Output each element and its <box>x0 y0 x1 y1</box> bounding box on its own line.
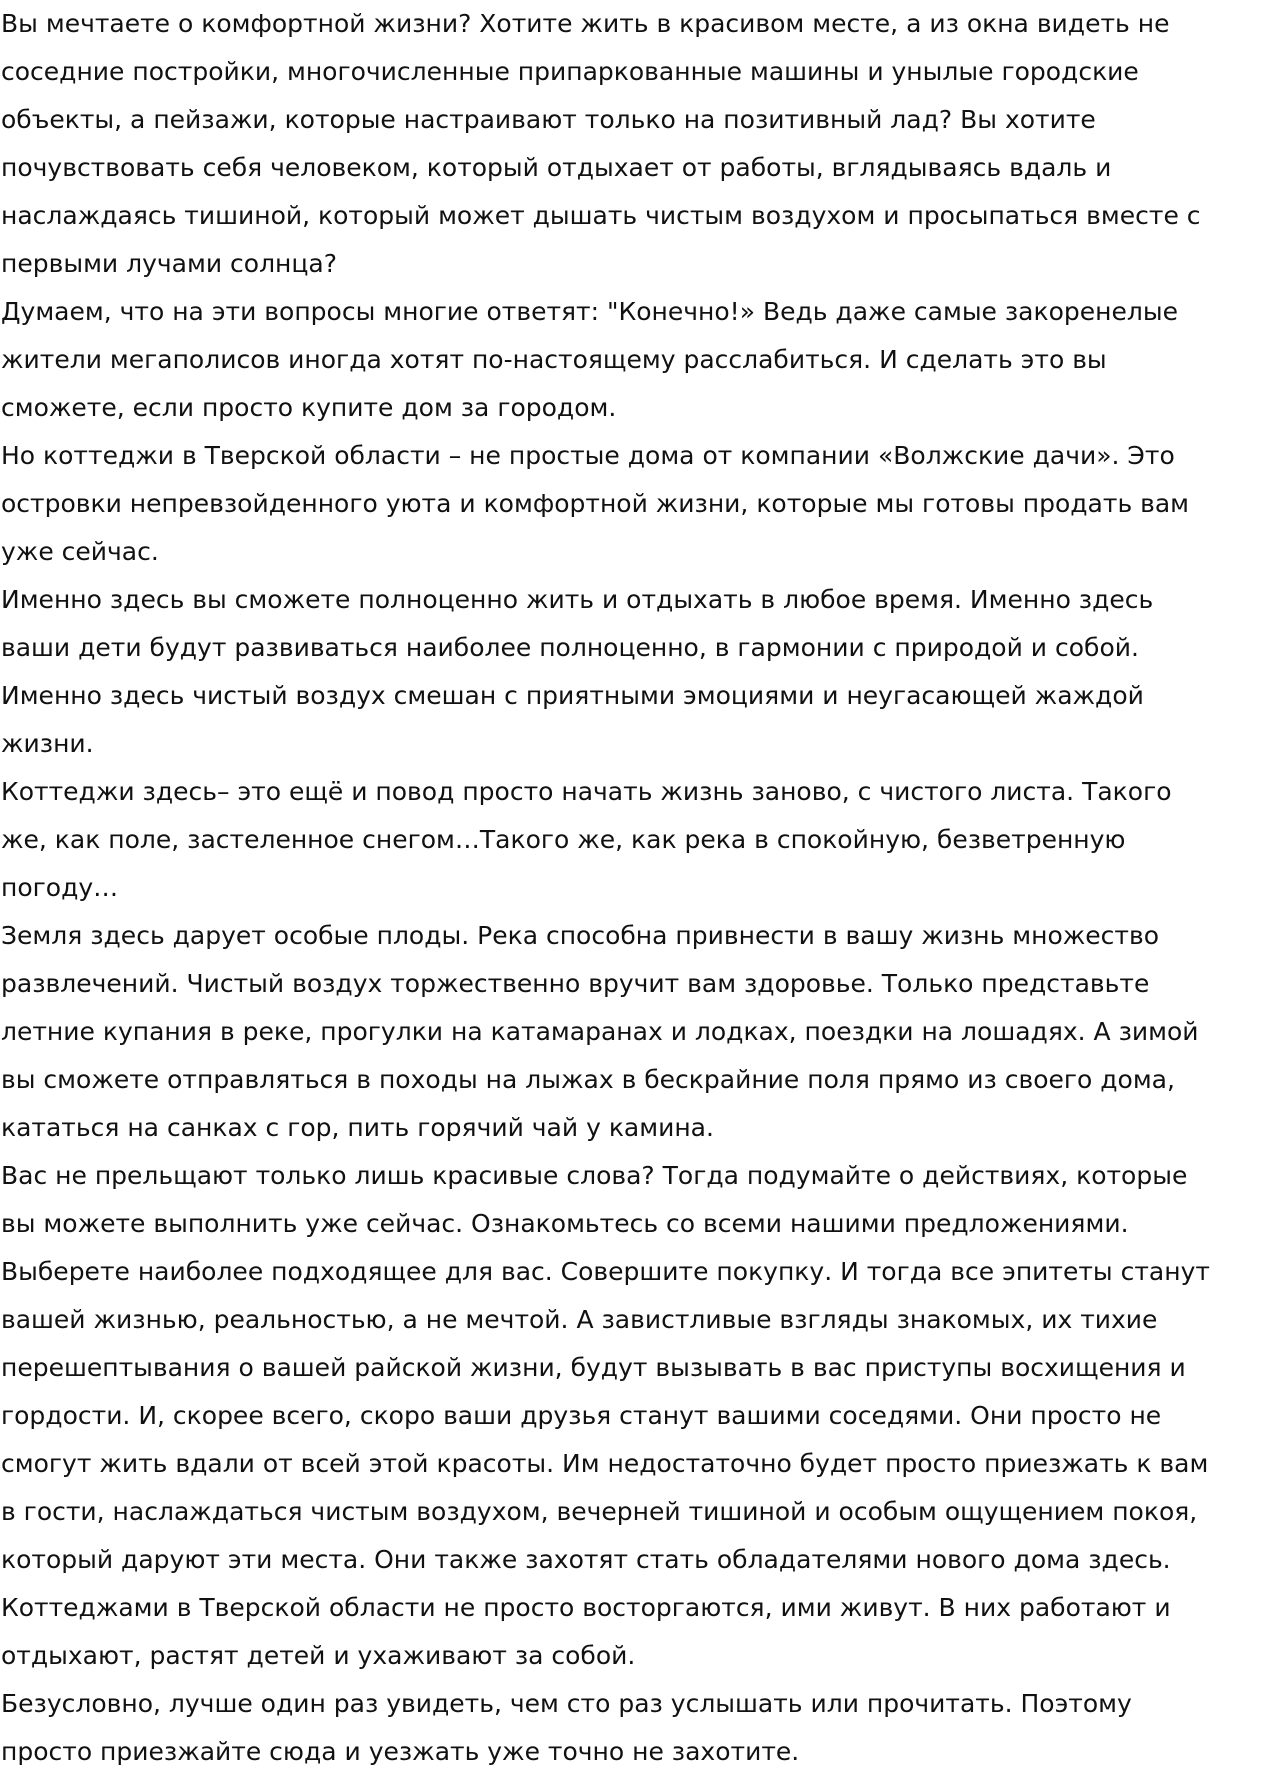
paragraph-2: Думаем, что на эти вопросы многие ответят: "Конечно!» Ведь даже самые закоренелые жители мегаполисов иногда хотят по-настоящему расслабиться. И сделать это вы сможете, если просто купите дом за городом. <box>1 297 1178 422</box>
paragraph-7: Вас не прельщают только лишь красивые слова? Тогда подумайте о действиях, которые вы можете выполнить уже сейчас. Ознакомьтесь со всеми нашими предложениями. Выберете наиболее подходящее для вас. Совершите покупку. И тогда все эпитеты станут вашей жизнью, реальностью, а не мечтой. А завистливые взгляды знакомых, их тихие перешептывания о вашей райской жизни, будут вызывать в вас приступы восхищения и гордости. И, скорее всего, скоро ваши друзья станут вашими соседями. Они просто не смогут жить вдали от всей этой красоты. Им недостаточно будет просто приезжать к вам в гости, наслаждаться чистым воздухом, вечерней тишиной и особым ощущением покоя, который даруют эти места. Они также захотят стать обладателями нового дома здесь. <box>1 1161 1210 1574</box>
paragraph-9: Безусловно, лучше один раз увидеть, чем сто раз услышать или прочитать. Поэтому просто приезжайте сюда и уезжать уже точно не захотите. <box>1 1689 1132 1766</box>
paragraph-1: Вы мечтаете о комфортной жизни? Хотите жить в красивом месте, а из окна видеть не соседние постройки, многочисленные припаркованные машины и унылые городские объекты, а пейзажи, которые настраивают только на позитивный лад? Вы хотите почувствовать себя человеком, который отдыхает от работы, вглядываясь вдаль и наслаждаясь тишиной, который может дышать чистым воздухом и просыпаться вместе с первыми лучами солнца? <box>1 9 1201 278</box>
paragraph-4: Именно здесь вы сможете полноценно жить и отдыхать в любое время. Именно здесь ваши дети будут развиваться наиболее полноценно, в гармонии с природой и собой. Именно здесь чистый воздух смешан с приятными эмоциями и неугасающей жаждой жизни. <box>1 585 1154 758</box>
paragraph-6: Земля здесь дарует особые плоды. Река способна привнести в вашу жизнь множество развлечений. Чистый воздух торжественно вручит вам здоровье. Только представьте летние купания в реке, прогулки на катамаранах и лодках, поездки на лошадях. А зимой вы сможете отправляться в походы на лыжах в бескрайние поля прямо из своего дома, кататься на санках с гор, пить горячий чай у камина. <box>1 921 1199 1142</box>
paragraph-8: Коттеджами в Тверской области не просто восторгаются, ими живут. В них работают и отдыхают, растят детей и ухаживают за собой. <box>1 1593 1171 1670</box>
paragraph-3: Но коттеджи в Тверской области – не простые дома от компании «Волжские дачи». Это островки непревзойденного уюта и комфортной жизни, которые мы готовы продать вам уже сейчас. <box>1 441 1190 566</box>
paragraph-5: Коттеджи здесь– это ещё и повод просто начать жизнь заново, с чистого листа. Такого же, как поле, застеленное снегом…Такого же, как река в спокойную, безветренную погоду… <box>1 777 1172 902</box>
